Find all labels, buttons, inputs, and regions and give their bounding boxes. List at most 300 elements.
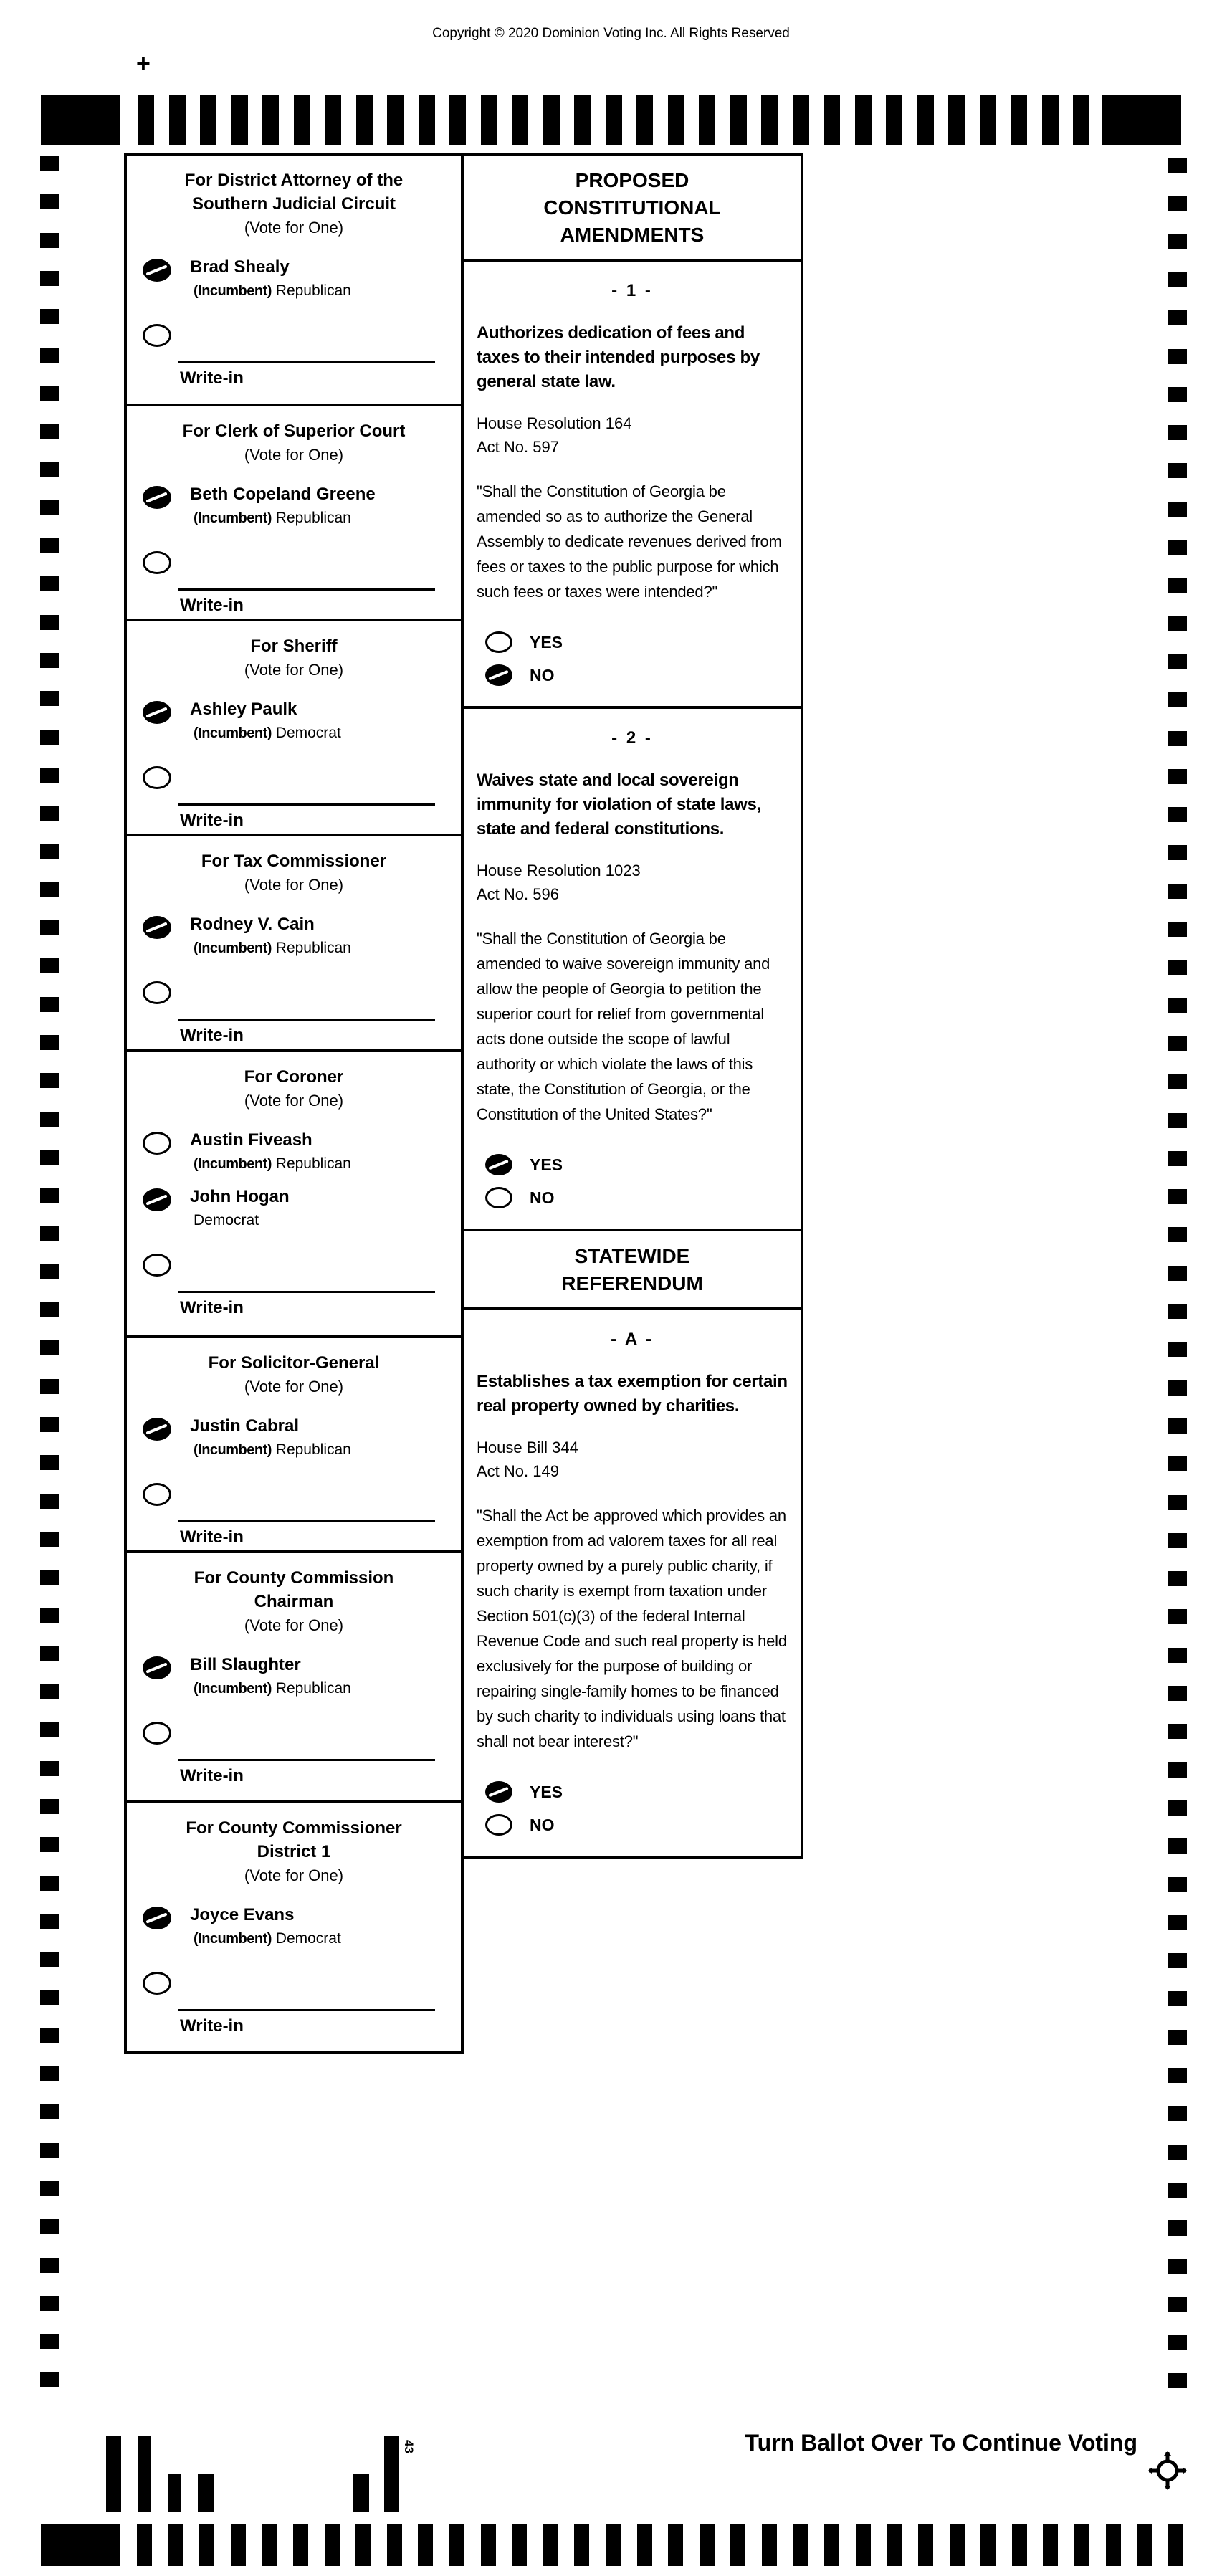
option-row-yes (485, 1781, 788, 1803)
candidate-name: Joyce Evans (190, 1905, 295, 1924)
candidate-party (190, 282, 351, 300)
vote-for-one-label: (Vote for One) (244, 876, 344, 894)
contest-title (138, 1816, 449, 1864)
timing-mark (169, 95, 186, 145)
timing-mark (449, 2524, 464, 2566)
timing-mark (543, 2524, 558, 2566)
vote-oval[interactable] (143, 324, 171, 347)
write-in-oval-row (143, 1970, 449, 1995)
timing-mark (1168, 2297, 1187, 2312)
header-line: PROPOSED (575, 169, 689, 191)
candidate-party (190, 1211, 290, 1230)
timing-mark (325, 95, 341, 145)
timing-mark (668, 2524, 683, 2566)
timing-mark (40, 1379, 59, 1394)
candidate-text (190, 484, 376, 528)
vote-oval[interactable] (143, 1907, 171, 1929)
vote-oval[interactable] (143, 1418, 171, 1441)
vote-oval[interactable] (143, 1483, 171, 1506)
timing-mark (40, 1264, 59, 1279)
timing-mark (168, 2524, 183, 2566)
timing-mark (730, 2524, 745, 2566)
timing-mark (40, 2028, 59, 2043)
timing-block (41, 2524, 120, 2566)
write-in-line[interactable]: Write-in (178, 1759, 435, 1794)
party-label: Republican (275, 1441, 351, 1458)
timing-mark (980, 2524, 996, 2566)
timing-mark (1168, 1991, 1187, 2006)
timing-mark (293, 2524, 308, 2566)
timing-block (41, 95, 120, 145)
candidate-name: Bill Slaughter (190, 1655, 301, 1674)
incumbent-label: (Incumbent) (194, 725, 272, 741)
timing-mark (1074, 2524, 1089, 2566)
timing-mark (1168, 1189, 1187, 1204)
vote-oval[interactable] (485, 1814, 512, 1836)
vote-for-one-label: (Vote for One) (244, 1092, 344, 1110)
timing-mark (1168, 502, 1187, 517)
party-label: Republican (275, 282, 351, 299)
vote-oval[interactable] (143, 1254, 171, 1277)
timing-mark (1137, 2524, 1152, 2566)
timing-mark (637, 2524, 652, 2566)
timing-mark (262, 95, 279, 145)
candidate-row (143, 257, 449, 300)
timing-mark (40, 2181, 59, 2196)
timing-mark (1168, 2524, 1183, 2566)
candidate-party (190, 1155, 351, 1173)
timing-mark (1168, 884, 1187, 899)
vote-oval[interactable] (143, 259, 171, 282)
timing-mark (950, 2524, 965, 2566)
candidate-party (190, 939, 351, 958)
contest-title (138, 1566, 449, 1613)
contest-title-line: Chairman (254, 1592, 334, 1611)
timing-mark (387, 95, 404, 145)
candidate-party (190, 1679, 351, 1698)
option-row-no (485, 664, 788, 686)
timing-mark (40, 1150, 59, 1165)
timing-mark (856, 2524, 871, 2566)
timing-mark (40, 1608, 59, 1623)
measure-number: - 2 - (611, 728, 653, 748)
timing-mark (40, 1226, 59, 1241)
candidate-text (190, 1130, 351, 1173)
contest-county-commission-chairman (127, 1553, 461, 1803)
referendum-a (464, 1310, 801, 1856)
timing-mark (231, 2524, 246, 2566)
timing-mark (1168, 158, 1187, 173)
candidate-text (190, 914, 351, 958)
incumbent-label: (Incumbent) (194, 1931, 272, 1947)
write-in-line[interactable]: Write-in (178, 1520, 435, 1553)
measure-references (477, 1436, 788, 1483)
vote-oval[interactable] (143, 1188, 171, 1211)
candidate-party (190, 1441, 351, 1459)
timing-mark (40, 1684, 59, 1699)
timing-mark (1168, 540, 1187, 555)
measure-question: "Shall the Constitution of Georgia be amended to waive sovereign immunity and allow the people of Georgia to petition the superior court for relief from governmental acts done outside the scope of lawful authority or which violate the laws of this state, the Constitution of Georgia, or the Constitution of the United States?" (477, 930, 770, 1123)
timing-mark (40, 1761, 59, 1776)
vote-oval[interactable] (143, 766, 171, 789)
vote-oval[interactable] (485, 664, 512, 686)
timing-mark (1168, 1838, 1187, 1854)
timing-mark (40, 271, 59, 286)
timing-mark (1106, 2524, 1121, 2566)
timing-mark (40, 1799, 59, 1814)
candidate-text (190, 1186, 290, 1230)
measure-references (477, 859, 788, 906)
write-in-line[interactable]: Write-in (178, 803, 435, 836)
barcode-bar (106, 2436, 121, 2512)
candidate-text (190, 1416, 351, 1459)
timing-mark (294, 95, 310, 145)
timing-mark (40, 462, 59, 477)
incumbent-label: (Incumbent) (194, 510, 272, 526)
contest-coroner (127, 1052, 461, 1338)
timing-mark (1168, 1533, 1187, 1548)
party-label: Democrat (194, 1212, 259, 1229)
barcode-bar (198, 2474, 214, 2512)
contest-title-line: For County Commissioner (186, 1818, 402, 1838)
timing-mark (1012, 2524, 1027, 2566)
timing-mark (40, 1340, 59, 1355)
option-label: YES (530, 632, 563, 652)
candidate-party (190, 1929, 341, 1948)
timing-mark (40, 386, 59, 401)
contest-sheriff (127, 621, 461, 836)
timing-mark (1168, 1342, 1187, 1357)
vote-oval[interactable] (143, 701, 171, 724)
candidate-name: Justin Cabral (190, 1416, 300, 1436)
timing-mark (200, 95, 216, 145)
option-row-yes (485, 1154, 788, 1175)
timing-mark (1168, 1151, 1187, 1166)
incumbent-label: (Incumbent) (194, 283, 272, 299)
timing-mark (1011, 95, 1027, 145)
vote-oval[interactable] (143, 1722, 171, 1745)
timing-mark (40, 806, 59, 821)
timing-mark (40, 2066, 59, 2081)
timing-mark (1168, 1800, 1187, 1816)
timing-mark (1168, 1113, 1187, 1128)
contest-district-attorney (127, 156, 461, 406)
timing-mark (40, 768, 59, 783)
header-line: CONSTITUTIONAL (543, 196, 721, 219)
timing-mark (1168, 463, 1187, 478)
contest-title-line: District 1 (257, 1842, 331, 1861)
option-row-no (485, 1187, 788, 1208)
timing-mark (40, 1722, 59, 1737)
option-label: NO (530, 665, 555, 684)
timing-mark (40, 1570, 59, 1585)
timing-mark (1168, 1686, 1187, 1701)
measure-question: "Shall the Act be approved which provides an exemption from ad valorem taxes for all real property owned by a purely public charity, if such charity is exempt from taxation under Section 501(c)(3) of the federal Internal Revenue Code and such real property is held exclusively for the purpose of building or repairing single-family homes to be financed by such charity to individuals using loans that shall not bear interest?" (477, 1507, 787, 1750)
timing-mark (980, 95, 996, 145)
timing-mark (40, 309, 59, 324)
candidate-row (143, 484, 449, 528)
contest-clerk-superior-court (127, 406, 461, 621)
barcode-bar (168, 2474, 181, 2512)
contest-title-line: Southern Judicial Circuit (191, 194, 396, 214)
reference-line: House Resolution 1023 (477, 862, 641, 879)
timing-mark (1168, 1266, 1187, 1281)
incumbent-label: (Incumbent) (194, 1156, 272, 1172)
incumbent-label: (Incumbent) (194, 1681, 272, 1697)
timing-mark (40, 2104, 59, 2119)
write-in-oval-row (143, 322, 449, 347)
timing-mark (1168, 1495, 1187, 1510)
timing-mark (40, 1990, 59, 2005)
vote-oval[interactable] (485, 1187, 512, 1208)
timing-mark (40, 730, 59, 745)
timing-mark (700, 2524, 715, 2566)
timing-mark (1168, 1877, 1187, 1892)
timing-mark (1073, 95, 1089, 145)
contest-title (138, 168, 449, 216)
vote-oval[interactable] (143, 486, 171, 509)
timing-mark (1168, 2259, 1187, 2274)
party-label: Republican (275, 940, 351, 956)
timing-mark (40, 2143, 59, 2158)
barcode-bar (353, 2474, 369, 2512)
timing-mark (793, 95, 809, 145)
timing-mark (40, 2372, 59, 2387)
candidate-name: Austin Fiveash (190, 1130, 312, 1150)
timing-mark (730, 95, 747, 145)
header-line: REFERENDUM (561, 1272, 703, 1294)
vote-for-one-label: (Vote for One) (244, 661, 344, 679)
timing-mark (40, 538, 59, 553)
reference-line: Act No. 596 (477, 885, 559, 903)
timing-mark (40, 1494, 59, 1509)
timing-mark (1168, 1304, 1187, 1319)
candidate-party (190, 509, 376, 528)
timing-mark (793, 2524, 808, 2566)
timing-mark (1168, 922, 1187, 937)
timing-mark (40, 1952, 59, 1967)
write-in-line[interactable]: Write-in (178, 588, 435, 621)
write-in-line[interactable]: Write-in (178, 1019, 435, 1052)
timing-mark (40, 1646, 59, 1661)
turn-ballot-over-instruction: Turn Ballot Over To Continue Voting (745, 2430, 1137, 2456)
amendment-2 (464, 709, 801, 1231)
vote-oval[interactable] (485, 1781, 512, 1803)
contest-title (138, 1351, 449, 1375)
timing-mark (512, 2524, 527, 2566)
timing-mark (40, 920, 59, 935)
timing-mark (40, 1532, 59, 1547)
timing-mark (824, 95, 840, 145)
timing-mark (1168, 1456, 1187, 1471)
contest-title-line: For District Attorney of the (184, 171, 404, 190)
timing-mark (1168, 1648, 1187, 1663)
write-in-oval-row (143, 979, 449, 1004)
option-row-yes (485, 631, 788, 653)
timing-mark (948, 95, 965, 145)
timing-mark (1168, 654, 1187, 669)
timing-mark (824, 2524, 839, 2566)
timing-mark (1168, 578, 1187, 593)
timing-mark (1168, 310, 1187, 325)
contest-title-line: For Solicitor-General (208, 1353, 380, 1373)
measure-number: - A - (611, 1330, 654, 1349)
timing-mark (1042, 95, 1059, 145)
header-line: AMENDMENTS (560, 224, 705, 246)
timing-mark (543, 95, 560, 145)
contest-title (138, 849, 449, 873)
candidate-row (143, 1416, 449, 1459)
candidate-text (190, 699, 341, 743)
timing-block (1102, 95, 1181, 145)
write-in-oval-row (143, 764, 449, 789)
party-label: Republican (275, 1680, 351, 1697)
timing-mark (1168, 769, 1187, 784)
vote-oval[interactable] (485, 631, 512, 653)
timing-mark (762, 2524, 777, 2566)
referendum-header (464, 1231, 801, 1310)
candidate-text (190, 1654, 351, 1698)
timing-mark (40, 958, 59, 973)
vote-oval[interactable] (143, 981, 171, 1004)
timing-mark (449, 95, 466, 145)
write-in-oval-row (143, 1481, 449, 1506)
timing-mark (886, 95, 902, 145)
timing-mark (887, 2524, 902, 2566)
amendments-header (464, 156, 801, 262)
timing-mark (419, 95, 435, 145)
vote-oval[interactable] (143, 1972, 171, 1995)
vote-for-one-label: (Vote for One) (244, 1616, 344, 1634)
vote-oval[interactable] (143, 916, 171, 939)
option-row-no (485, 1814, 788, 1836)
timing-mark (1168, 1953, 1187, 1968)
timing-mark (40, 1914, 59, 1929)
timing-mark (40, 424, 59, 439)
timing-mark (262, 2524, 277, 2566)
candidate-name: John Hogan (190, 1187, 290, 1206)
timing-mark (481, 2524, 496, 2566)
timing-mark (1168, 692, 1187, 707)
timing-mark (40, 348, 59, 363)
timing-mark (512, 95, 528, 145)
timing-mark (1168, 1915, 1187, 1930)
timing-mark (574, 2524, 589, 2566)
timing-mark (40, 844, 59, 859)
vote-for-one-label: (Vote for One) (244, 219, 344, 237)
timing-mark (40, 2219, 59, 2234)
option-label: YES (530, 1155, 563, 1174)
incumbent-label: (Incumbent) (194, 940, 272, 956)
reference-line: Act No. 149 (477, 1462, 559, 1480)
timing-mark (138, 95, 154, 145)
timing-mark (418, 2524, 433, 2566)
timing-mark (1043, 2524, 1058, 2566)
measure-references (477, 411, 788, 459)
timing-mark (1168, 1418, 1187, 1434)
timing-mark (918, 2524, 933, 2566)
vote-oval[interactable] (485, 1154, 512, 1175)
vote-for-one-label: (Vote for One) (244, 446, 344, 464)
candidate-text (190, 1904, 341, 1948)
timing-mark (1168, 1074, 1187, 1089)
timing-mark (40, 1837, 59, 1852)
vote-oval[interactable] (143, 551, 171, 574)
option-label: YES (530, 1782, 563, 1801)
timing-mark (40, 2258, 59, 2273)
timing-mark (137, 2524, 152, 2566)
timing-mark (636, 95, 653, 145)
timing-mark (40, 1876, 59, 1891)
timing-mark (40, 2296, 59, 2311)
contest-title (138, 634, 449, 658)
write-in-line[interactable]: Write-in (178, 361, 435, 396)
sheet-code: 43 (402, 2440, 416, 2453)
timing-mark (1168, 807, 1187, 822)
timing-mark (1168, 234, 1187, 249)
timing-mark (40, 1073, 59, 1088)
barcode-bar (384, 2436, 399, 2512)
timing-mark (574, 95, 591, 145)
write-in-oval-row (143, 1251, 449, 1277)
timing-mark (855, 95, 872, 145)
timing-mark (40, 882, 59, 897)
timing-mark (40, 997, 59, 1012)
write-in-line[interactable]: Write-in (178, 1291, 435, 1326)
write-in-oval-row (143, 549, 449, 574)
write-in-line[interactable]: Write-in (178, 2009, 435, 2044)
timing-mark (356, 95, 373, 145)
candidate-row (143, 1904, 449, 1948)
vote-oval[interactable] (143, 1656, 171, 1679)
timing-mark (481, 95, 497, 145)
candidate-row (143, 914, 449, 958)
timing-mark (40, 1035, 59, 1050)
barcode-bar (138, 2436, 151, 2512)
contest-title (138, 1065, 449, 1089)
timing-mark (1168, 2335, 1187, 2350)
candidate-name: Brad Shealy (190, 257, 290, 277)
timing-mark (1168, 2030, 1187, 2045)
timing-mark (1168, 2068, 1187, 2083)
timing-mark (40, 1188, 59, 1203)
timing-mark (1168, 2145, 1187, 2160)
vote-oval[interactable] (143, 1132, 171, 1155)
timing-mark (1168, 998, 1187, 1013)
timing-mark (761, 95, 778, 145)
timing-mark (1168, 2183, 1187, 2198)
party-label: Republican (275, 1155, 351, 1172)
timing-mark (1168, 1571, 1187, 1586)
write-in-oval-row (143, 1719, 449, 1745)
timing-mark (1168, 1380, 1187, 1396)
timing-mark (1168, 1724, 1187, 1739)
timing-mark (40, 615, 59, 630)
timing-mark (199, 2524, 214, 2566)
timing-mark (1168, 2220, 1187, 2236)
measure-summary: Authorizes dedication of fees and taxes to their intended purposes by general state law. (477, 323, 760, 391)
measure-summary: Waives state and local sovereign immunity for violation of state laws, state and federal constitutions. (477, 771, 761, 839)
timing-mark (1168, 1762, 1187, 1778)
timing-mark (1168, 2106, 1187, 2121)
timing-mark (1168, 425, 1187, 440)
incumbent-label: (Incumbent) (194, 1442, 272, 1458)
candidate-row (143, 1654, 449, 1698)
timing-mark (231, 95, 248, 145)
contest-title-line: For Clerk of Superior Court (182, 421, 406, 441)
candidate-row (143, 1130, 449, 1173)
candidate-name: Ashley Paulk (190, 700, 297, 719)
